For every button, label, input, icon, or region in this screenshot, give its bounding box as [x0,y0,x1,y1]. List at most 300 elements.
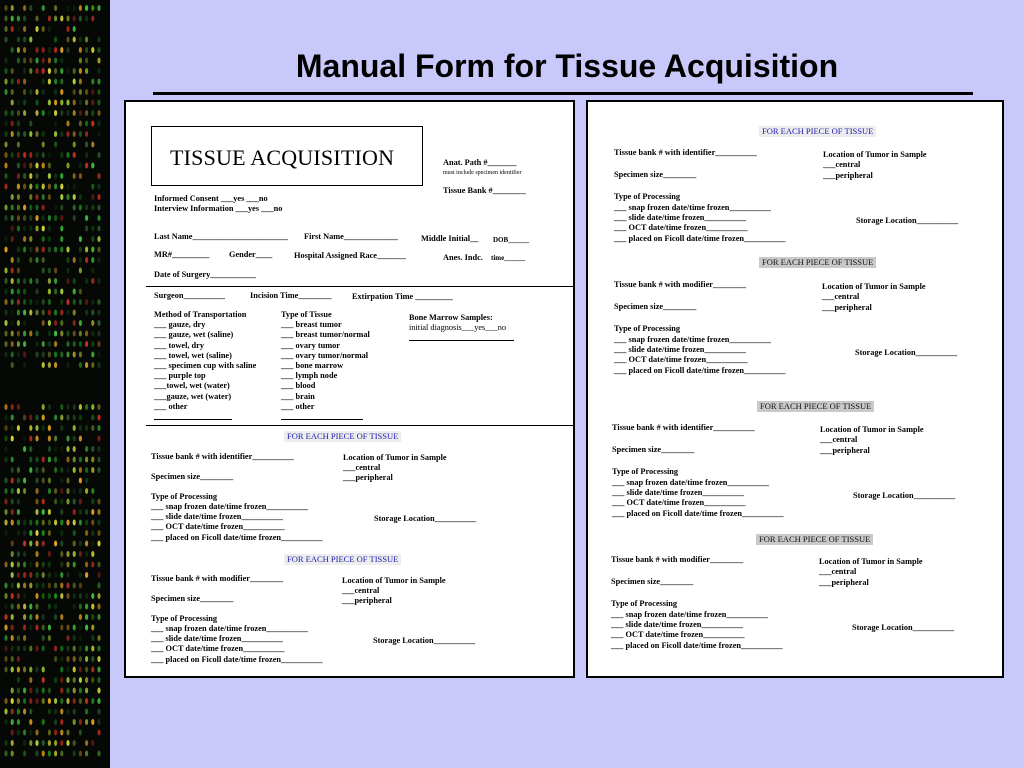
array-spot [4,446,7,452]
array-spot [11,257,14,263]
anes-indc-label: Anes. Indc. [443,253,483,262]
array-spot [85,457,88,463]
array-spot [35,415,38,421]
form-page-left [124,100,575,678]
array-spot [66,331,69,337]
storage-location-field[interactable]: Storage Location__________ [856,216,959,225]
array-spot [11,299,14,305]
checkbox-item[interactable]: ___ gauze, dry [154,320,206,330]
tissue-type-label: Type of Tissue [281,310,332,319]
date-of-surgery-field[interactable]: Date of Surgery___________ [154,270,256,279]
specimen-size-field[interactable]: Specimen size________ [612,445,695,454]
array-spot [60,16,63,22]
array-spot [54,268,57,274]
array-spot [73,320,76,326]
array-spot [23,184,26,190]
checkbox-item[interactable]: ___ other [281,401,315,411]
array-spot [91,299,94,305]
array-spot [54,37,57,43]
array-spot [54,131,57,137]
array-spot [54,730,57,736]
checkbox-item[interactable]: ___ snap frozen date/time frozen__________ [614,203,771,212]
array-spot [4,68,7,74]
array-spot [97,152,100,158]
storage-location-field[interactable]: Storage Location__________ [852,623,955,632]
location-peripheral-option[interactable]: ___peripheral [822,303,872,312]
array-spot [42,226,45,232]
location-peripheral-option[interactable]: ___peripheral [342,596,392,605]
bone-marrow-diagnosis-field[interactable]: initial diagnosis___yes___no [409,323,507,332]
incision-time-field[interactable]: Incision Time________ [250,291,332,300]
array-spot [42,541,45,547]
checkbox-item[interactable]: ___ placed on Ficoll date/time frozen__________ [611,640,783,650]
array-spot [4,499,7,505]
array-spot [23,289,26,295]
array-spot [23,698,26,704]
array-spot [23,131,26,137]
array-spot [23,26,26,32]
transport-method-label: Method of Transportation [154,310,247,319]
array-spot [79,415,82,421]
array-spot [11,310,14,316]
array-spot [54,698,57,704]
array-spot [54,572,57,578]
array-spot [60,709,63,715]
array-spot [48,509,51,515]
array-spot [48,457,51,463]
array-spot [48,79,51,85]
array-spot [85,121,88,127]
array-spot [79,299,82,305]
array-spot [29,740,32,746]
array-spot [17,520,20,526]
array-spot [73,667,76,673]
array-spot [23,110,26,116]
array-spot [66,163,69,169]
array-spot [85,488,88,494]
checkbox-item[interactable]: ___ slide date/time frozen__________ [614,213,746,223]
location-peripheral-option[interactable]: ___peripheral [819,578,869,587]
checkbox-item[interactable]: ___ slide date/time frozen__________ [614,345,746,355]
checkbox-item[interactable]: ___gauze, wet (water) [154,391,232,401]
checkbox-item[interactable]: ___ ovary tumor [281,340,340,350]
checkbox-item[interactable]: ___ blood [281,381,316,391]
checkbox-item[interactable]: ___ purple top [154,371,206,381]
array-spot [11,730,14,736]
array-spot [85,152,88,158]
array-spot [79,79,82,85]
mr-field[interactable]: MR#_________ [154,250,210,259]
array-spot [97,236,100,242]
array-spot [73,677,76,683]
interview-information-field[interactable]: Interview Information ___yes ___no [154,204,283,213]
array-spot [97,709,100,715]
array-spot [79,635,82,641]
tissue-bank-identifier-field[interactable]: Tissue bank # with identifier__________ [151,452,294,461]
array-spot [42,194,45,200]
array-spot [91,625,94,631]
array-spot [85,16,88,22]
array-spot [23,352,26,358]
array-spot [29,719,32,725]
array-spot [35,184,38,190]
array-spot [85,131,88,137]
array-spot [66,131,69,137]
array-spot [29,457,32,463]
array-spot [97,226,100,232]
array-spot [79,688,82,694]
array-spot [4,719,7,725]
array-spot [60,247,63,253]
array-spot [35,152,38,158]
location-central-option[interactable]: ___central [819,567,857,576]
array-spot [79,289,82,295]
array-spot [79,404,82,410]
array-spot [29,614,32,620]
array-spot [23,520,26,526]
tissue-bank-identifier-field[interactable]: Tissue bank # with identifier__________ [612,423,755,432]
array-spot [17,425,20,431]
array-spot [54,583,57,589]
array-spot [73,604,76,610]
array-spot [48,698,51,704]
array-spot [35,593,38,599]
checkbox-item[interactable]: ___ placed on Ficoll date/time frozen__________ [614,365,786,375]
array-spot [54,89,57,95]
array-spot [91,310,94,316]
array-spot [85,656,88,662]
checkbox-item[interactable]: ___ snap frozen date/time frozen__________ [611,610,768,619]
array-spot [97,247,100,253]
array-spot [73,173,76,179]
array-spot [91,184,94,190]
array-spot [66,488,69,494]
array-spot [85,5,88,11]
array-spot [85,520,88,526]
array-spot [35,299,38,305]
array-spot [97,677,100,683]
array-spot [85,646,88,652]
checkbox-item[interactable]: ___ slide date/time frozen__________ [611,620,743,630]
array-spot [97,278,100,284]
location-central-option[interactable]: ___central [823,160,861,169]
checkbox-item[interactable]: ___ breast tumor [281,320,342,330]
array-spot [35,100,38,106]
checkbox-item[interactable]: ___ OCT date/time frozen__________ [614,355,748,365]
location-peripheral-option[interactable]: ___peripheral [820,446,870,455]
array-spot [4,740,7,746]
decorative-microarray-sidebar [0,0,110,768]
array-spot [4,163,7,169]
checkbox-item[interactable]: ___ snap frozen date/time frozen__________ [614,335,771,344]
array-spot [48,436,51,442]
array-spot [73,331,76,337]
array-spot [23,562,26,568]
specimen-size-field[interactable]: Specimen size________ [614,302,697,311]
array-spot [48,194,51,200]
tissue-bank-modifier-field[interactable]: Tissue bank # with modifier________ [611,555,744,564]
checkbox-item[interactable]: ___ towel, wet (saline) [154,350,232,360]
array-spot [97,583,100,589]
array-spot [60,646,63,652]
array-spot [11,236,14,242]
array-spot [42,698,45,704]
array-spot [23,572,26,578]
checkbox-item[interactable]: ___ slide date/time frozen__________ [612,488,744,498]
hospital-race-field[interactable]: Hospital Assigned Race_______ [294,251,407,260]
array-spot [85,446,88,452]
storage-location-field[interactable]: Storage Location__________ [853,491,956,500]
processing-list [151,624,323,665]
array-spot [54,719,57,725]
array-spot [54,215,57,221]
array-spot [54,677,57,683]
array-spot [42,467,45,473]
specimen-size-field[interactable]: Specimen size________ [151,472,234,481]
array-spot [66,68,69,74]
first-name-field[interactable]: First Name_____________ [304,232,398,241]
array-spot [91,5,94,11]
array-spot [91,509,94,515]
array-spot [48,352,51,358]
array-spot [35,499,38,505]
checkbox-item[interactable]: ___ brain [281,391,315,401]
array-spot [91,467,94,473]
checkbox-item[interactable]: ___ snap frozen date/time frozen__________ [612,478,769,487]
middle-initial-field[interactable]: Middle Initial__ [421,234,479,243]
array-spot [42,352,45,358]
location-central-option[interactable]: ___central [342,586,380,595]
checkbox-item[interactable]: ___ placed on Ficoll date/time frozen__________ [151,532,323,542]
array-spot [23,278,26,284]
checkbox-item[interactable]: ___ slide date/time frozen__________ [151,512,283,522]
location-central-option[interactable]: ___central [343,463,381,472]
array-spot [79,58,82,64]
checkbox-item[interactable]: ___ OCT date/time frozen__________ [151,522,285,532]
array-spot [91,352,94,358]
array-spot [23,16,26,22]
specimen-size-field[interactable]: Specimen size________ [611,577,694,586]
array-spot [35,215,38,221]
array-spot [11,352,14,358]
array-spot [85,551,88,557]
anat-path-field[interactable]: Anat. Path #_______ [443,158,517,167]
array-spot [73,68,76,74]
array-spot [11,625,14,631]
array-spot [42,719,45,725]
array-spot [79,268,82,274]
array-spot [66,121,69,127]
array-spot [97,457,100,463]
array-spot [42,520,45,526]
processing-type-label: Type of Processing [151,614,218,623]
array-spot [48,236,51,242]
array-spot [73,352,76,358]
checkbox-item[interactable]: ___ slide date/time frozen__________ [151,634,283,644]
array-spot [73,583,76,589]
array-spot [11,656,14,662]
checkbox-item[interactable]: ___ towel, dry [154,340,205,350]
array-spot [23,541,26,547]
array-spot [42,457,45,463]
array-spot [73,562,76,568]
tissue-bank-identifier-field[interactable]: Tissue bank # with identifier__________ [614,148,757,157]
array-spot [79,509,82,515]
checkbox-item[interactable]: ___ placed on Ficoll date/time frozen__________ [151,654,323,664]
array-spot [23,751,26,757]
location-central-option[interactable]: ___central [820,435,858,444]
array-spot [35,278,38,284]
storage-location-field[interactable]: Storage Location__________ [373,636,476,645]
checkbox-item[interactable]: ___ ovary tumor/normal [281,350,369,360]
specimen-size-field[interactable]: Specimen size________ [151,594,234,603]
array-spot [42,110,45,116]
array-spot [11,205,14,211]
array-spot [35,541,38,547]
array-spot [42,89,45,95]
array-spot [66,352,69,358]
array-spot [54,446,57,452]
array-spot [54,541,57,547]
tissue-bank-field[interactable]: Tissue Bank #________ [443,186,526,195]
array-spot [4,268,7,274]
array-spot [66,551,69,557]
array-spot [73,646,76,652]
array-spot [79,5,82,11]
checkbox-item[interactable]: ___ OCT date/time frozen__________ [614,223,748,233]
array-spot [48,362,51,368]
array-spot [48,100,51,106]
array-spot [42,257,45,263]
array-spot [60,152,63,158]
array-spot [85,142,88,148]
array-spot [54,751,57,757]
array-spot [97,215,100,221]
array-spot [79,499,82,505]
array-spot [35,530,38,536]
array-spot [42,415,45,421]
array-spot [42,47,45,53]
array-spot [73,152,76,158]
array-spot [35,163,38,169]
array-spot [85,215,88,221]
gender-field[interactable]: Gender____ [229,250,273,259]
array-spot [85,100,88,106]
array-spot [35,478,38,484]
array-spot [48,488,51,494]
array-spot [23,5,26,11]
last-name-field[interactable]: Last Name_______________________ [154,232,288,241]
checkbox-item[interactable]: ___ gauze, wet (saline) [154,330,234,340]
array-spot [17,205,20,211]
storage-location-field[interactable]: Storage Location__________ [374,514,477,523]
array-spot [85,163,88,169]
location-central-option[interactable]: ___central [822,292,860,301]
tissue-bank-modifier-field[interactable]: Tissue bank # with modifier________ [614,280,747,289]
array-spot [11,89,14,95]
array-spot [35,436,38,442]
checkbox-item[interactable]: ___ lymph node [281,371,338,381]
location-label: Location of Tumor in Sample [823,150,927,159]
array-spot [23,100,26,106]
surgeon-field[interactable]: Surgeon__________ [154,291,225,300]
checkbox-item[interactable]: ___ OCT date/time frozen__________ [612,498,746,508]
array-spot [66,730,69,736]
array-spot [60,478,63,484]
array-spot [91,226,94,232]
array-spot [11,131,14,137]
time-field[interactable]: time______ [491,254,526,262]
checkbox-item[interactable]: ___ bone marrow [281,361,344,371]
checkbox-item[interactable]: ___ OCT date/time frozen__________ [151,644,285,654]
array-spot [11,551,14,557]
array-spot [11,436,14,442]
array-spot [23,709,26,715]
tissue-bank-modifier-field[interactable]: Tissue bank # with modifier________ [151,574,284,583]
array-spot [79,572,82,578]
array-spot [79,593,82,599]
array-spot [42,215,45,221]
location-peripheral-option[interactable]: ___peripheral [823,171,873,180]
checkbox-item[interactable]: ___ snap frozen date/time frozen__________ [151,624,308,633]
array-spot [97,688,100,694]
dob-field[interactable]: DOB______ [493,236,530,244]
array-spot [60,583,63,589]
array-spot [4,205,7,211]
array-spot [35,730,38,736]
checkbox-item[interactable]: ___ OCT date/time frozen__________ [611,630,745,640]
extirpation-time-field[interactable]: Extirpation Time _________ [352,292,453,301]
array-spot [4,184,7,190]
array-spot [54,604,57,610]
array-spot [29,37,32,43]
array-spot [17,593,20,599]
array-spot [66,404,69,410]
array-spot [23,551,26,557]
informed-consent-field[interactable]: Informed Consent ___yes ___no [154,194,268,203]
array-spot [29,226,32,232]
array-spot [97,173,100,179]
array-spot [79,352,82,358]
array-spot [85,310,88,316]
processing-list [614,203,786,244]
checkbox-item[interactable]: ___ breast tumor/normal [281,330,370,340]
checkbox-item[interactable]: ___ other [154,401,188,411]
array-spot [97,562,100,568]
blank-line [409,340,514,341]
storage-location-field[interactable]: Storage Location__________ [855,348,958,357]
specimen-size-field[interactable]: Specimen size________ [614,170,697,179]
array-spot [79,541,82,547]
array-spot [11,751,14,757]
array-spot [54,614,57,620]
array-spot [11,110,14,116]
checkbox-item[interactable]: ___towel, wet (water) [154,381,230,391]
checkbox-item[interactable]: ___ snap frozen date/time frozen__________ [151,502,308,511]
checkbox-item[interactable]: ___ placed on Ficoll date/time frozen__________ [614,233,786,243]
array-spot [23,226,26,232]
array-spot [97,719,100,725]
array-spot [29,520,32,526]
checkbox-item[interactable]: ___ specimen cup with saline [154,361,257,371]
location-peripheral-option[interactable]: ___peripheral [343,473,393,482]
array-spot [35,698,38,704]
checkbox-item[interactable]: ___ placed on Ficoll date/time frozen__________ [612,508,784,518]
array-spot [73,278,76,284]
location-label: Location of Tumor in Sample [342,576,446,585]
array-spot [60,299,63,305]
array-spot [97,320,100,326]
